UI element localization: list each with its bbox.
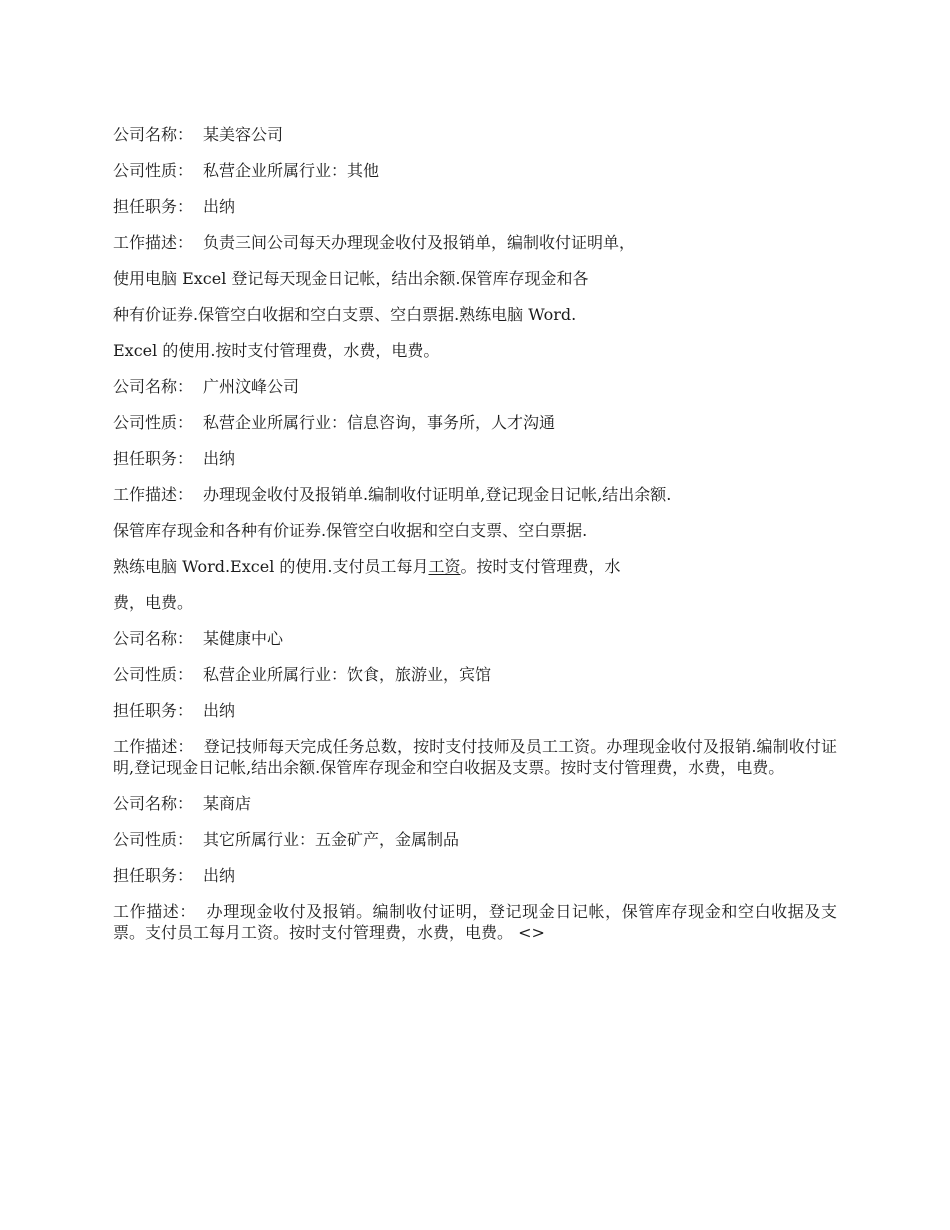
position-label: 担任职务： — [113, 701, 194, 720]
company-nature-label: 公司性质： — [113, 830, 194, 849]
position-label: 担任职务： — [113, 866, 194, 885]
job-description-line: 保管库存现金和各种有价证券.保管空白收据和空白支票、空白票据. — [113, 521, 588, 540]
company-name-row — [113, 124, 837, 145]
company-name-value: 广州汶峰公司 — [203, 377, 300, 396]
job-description-label: 工作描述： — [113, 737, 194, 756]
company-nature-row — [113, 829, 837, 850]
job-description-text: 办理现金收付及报销单.编制收付证明单,登记现金日记帐,结出余额. — [203, 485, 672, 504]
position-value: 出纳 — [203, 701, 236, 720]
resume-work-history — [113, 124, 837, 958]
job-description-text: 登记技师每天完成任务总数，按时支付技师及员工工资。办理现金收付及报销.编制收付证明,登记现金日记帐,结出余额.保管库存现金和空白收据及支票。按时支付管理费，水费，电费。 — [113, 737, 837, 777]
company-nature-row — [113, 160, 837, 181]
position-row — [113, 196, 837, 217]
position-row — [113, 448, 837, 469]
position-row — [113, 865, 837, 886]
company-nature-row — [113, 664, 837, 685]
job-description-label: 工作描述： — [113, 233, 194, 252]
company-name-row — [113, 628, 837, 649]
job-description-line: 使用电脑 Excel 登记每天现金日记帐，结出余额.保管库存现金和各 — [113, 269, 589, 288]
job-description-line: 费，电费。 — [113, 593, 194, 612]
position-label: 担任职务： — [113, 197, 194, 216]
job-description-row — [113, 736, 837, 778]
job-description-row — [113, 484, 837, 505]
job-description-text: 负责三间公司每天办理现金收付及报销单，编制收付证明单， — [203, 233, 636, 252]
job-description-label: 工作描述： — [113, 485, 194, 504]
company-name-value: 某健康中心 — [203, 629, 284, 648]
company-name-row — [113, 376, 837, 397]
position-value: 出纳 — [203, 449, 236, 468]
company-nature-label: 公司性质： — [113, 161, 194, 180]
job-description-line: 种有价证券.保管空白收据和空白支票、空白票据.熟练电脑 Word. — [113, 305, 577, 324]
company-nature-value: 其它所属行业：五金矿产，金属制品 — [203, 830, 460, 849]
salary-link[interactable]: 工资 — [428, 557, 461, 576]
company-name-label: 公司名称： — [113, 794, 194, 813]
position-label: 担任职务： — [113, 449, 194, 468]
position-value: 出纳 — [203, 197, 236, 216]
job-description-line — [113, 556, 837, 577]
company-name-label: 公司名称： — [113, 125, 194, 144]
company-nature-value: 私营企业所属行业：信息咨询，事务所，人才沟通 — [203, 413, 556, 432]
job-description-line: Excel 的使用.按时支付管理费，水费，电费。 — [113, 341, 440, 360]
company-nature-row — [113, 412, 837, 433]
job-description-row — [113, 232, 837, 253]
company-name-label: 公司名称： — [113, 377, 194, 396]
company-nature-label: 公司性质： — [113, 413, 194, 432]
company-nature-value: 私营企业所属行业：其他 — [203, 161, 380, 180]
position-value: 出纳 — [203, 866, 236, 885]
job-description-text: 。按时支付管理费，水 — [460, 557, 621, 576]
company-name-row — [113, 793, 837, 814]
job-description-text: 办理现金收付及报销。编制收付证明，登记现金日记帐，保管库存现金和空白收据及支票。支付员工每月工资。按时支付管理费，水费，电费。 <> — [113, 902, 837, 942]
job-description-label: 工作描述： — [113, 902, 197, 921]
company-name-value: 某商店 — [203, 794, 252, 813]
company-name-label: 公司名称： — [113, 629, 194, 648]
company-nature-value: 私营企业所属行业：饮食，旅游业，宾馆 — [203, 665, 492, 684]
position-row — [113, 700, 837, 721]
company-name-value: 某美容公司 — [203, 125, 284, 144]
company-nature-label: 公司性质： — [113, 665, 194, 684]
job-description-text: 熟练电脑 Word.Excel 的使用.支付员工每月 — [113, 557, 429, 576]
job-description-row — [113, 901, 837, 943]
